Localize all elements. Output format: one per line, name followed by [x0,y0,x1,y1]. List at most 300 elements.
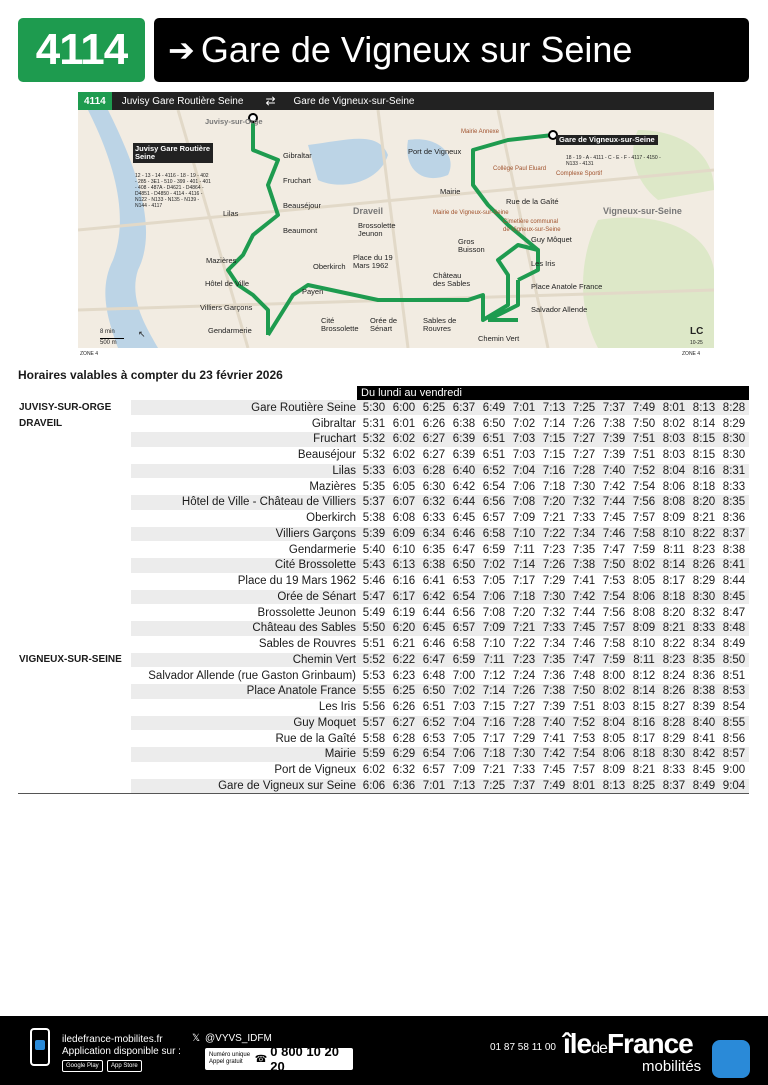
time-cell: 5:32 [359,447,389,463]
time-cell: 6:36 [389,778,419,794]
time-cell: 8:29 [719,416,749,432]
table-row [18,526,749,542]
table-row [18,715,749,731]
time-cell: 8:17 [659,573,689,589]
label-place-anatole-france: Place Anatole France [531,282,603,291]
time-cell: 8:06 [599,747,629,763]
time-cell: 6:58 [479,526,509,542]
time-cell: 8:33 [659,762,689,778]
time-cell: 8:45 [719,589,749,605]
time-cell: 8:15 [689,432,719,448]
time-cell: 8:04 [599,715,629,731]
time-cell: 6:19 [389,605,419,621]
table-row [18,684,749,700]
brand-part-2: de [591,1040,607,1057]
time-cell: 6:59 [449,652,479,668]
time-cell: 7:15 [539,432,569,448]
time-cell: 7:39 [539,699,569,715]
time-cell: 7:18 [539,479,569,495]
smartphone-icon [30,1028,50,1066]
time-cell: 8:04 [659,463,689,479]
table-row [18,463,749,479]
town-cell [18,542,131,558]
time-cell: 6:51 [419,699,449,715]
zone-right: ZONE 4 [682,351,701,357]
time-cell: 7:23 [539,542,569,558]
time-cell: 7:02 [509,416,539,432]
time-cell: 7:41 [569,573,599,589]
time-cell: 6:06 [359,778,389,794]
label-gare-vigneux: Gare de Vigneux-sur-Seine [556,135,658,145]
time-cell: 7:30 [539,589,569,605]
stop-name-cell: Orée de Sénart [131,589,359,605]
time-cell: 6:48 [419,668,449,684]
town-cell: JUVISY-SUR-ORGE [18,400,131,416]
table-row [18,432,749,448]
time-cell: 8:18 [659,589,689,605]
time-cell: 7:18 [479,747,509,763]
time-cell: 8:24 [659,668,689,684]
map-date: 10-25 [690,340,703,346]
stop-name-cell: Salvador Allende (rue Gaston Grinbaum) [131,668,359,684]
time-cell: 7:34 [539,636,569,652]
label-gibraltar: Gibraltar [283,151,312,160]
time-cell: 8:26 [659,684,689,700]
time-cell: 6:32 [389,762,419,778]
line-number-badge: 4114 [18,18,145,82]
time-cell: 8:15 [689,447,719,463]
time-cell: 6:22 [389,652,419,668]
time-cell: 6:07 [389,495,419,511]
time-cell: 6:27 [419,447,449,463]
time-cell: 7:40 [539,715,569,731]
time-cell: 8:33 [719,479,749,495]
time-cell: 7:02 [479,558,509,574]
app-available-text: Application disponible sur : [62,1046,181,1057]
number-label-2: Appel gratuit [209,1059,243,1065]
time-cell: 5:31 [359,416,389,432]
stop-name-cell: Mazières [131,479,359,495]
town-cell [18,778,131,794]
time-cell: 8:20 [659,605,689,621]
phone-icon: ☎ [254,1053,268,1065]
time-cell: 7:09 [509,510,539,526]
label-place-19-mars: Place du 19 Mars 1962 [353,253,393,270]
number-labels [205,1052,255,1066]
stop-name-cell: Gendarmerie [131,542,359,558]
table-row [18,416,749,432]
time-cell: 8:40 [689,715,719,731]
time-cell: 7:17 [479,731,509,747]
time-cell: 8:23 [689,542,719,558]
time-cell: 7:54 [569,747,599,763]
time-cell: 7:15 [539,447,569,463]
time-cell: 7:08 [479,605,509,621]
phone-number[interactable]: 01 87 58 11 00 [490,1042,556,1053]
number-label-1: Numéro unique [209,1052,251,1058]
table-row [18,621,749,637]
time-cell: 6:50 [419,684,449,700]
time-cell: 8:26 [689,558,719,574]
table-row [18,573,749,589]
time-cell: 6:54 [449,589,479,605]
time-cell: 8:12 [629,668,659,684]
time-cell: 6:13 [389,558,419,574]
time-cell: 5:52 [359,652,389,668]
time-cell: 8:36 [719,510,749,526]
town-cell [18,747,131,763]
label-sables-de-rouvres: Sables de Rouvres [423,316,457,333]
time-cell: 5:50 [359,621,389,637]
town-cell [18,447,131,463]
time-cell: 6:02 [389,447,419,463]
time-cell: 7:40 [599,463,629,479]
label-beausejour: Beauséjour [283,201,321,210]
table-row [18,479,749,495]
time-cell: 6:39 [449,447,479,463]
time-cell: 8:13 [599,778,629,794]
time-cell: 5:57 [359,715,389,731]
table-row [18,447,749,463]
time-cell: 7:41 [539,731,569,747]
time-cell: 7:39 [599,447,629,463]
time-cell: 7:06 [449,747,479,763]
days-header: Du lundi au vendredi [357,386,749,400]
map-header [78,92,714,110]
lake-2 [407,139,450,178]
time-cell: 5:47 [359,589,389,605]
label-payen: Payen [302,287,324,296]
time-cell: 7:34 [569,526,599,542]
time-cell: 8:27 [659,699,689,715]
time-cell: 7:36 [539,668,569,684]
time-cell: 7:47 [569,652,599,668]
time-cell: 7:58 [599,636,629,652]
time-cell: 7:29 [509,731,539,747]
time-cell: 7:04 [509,463,539,479]
time-cell: 7:03 [449,699,479,715]
stop-name-cell: Fruchart [131,432,359,448]
stop-name-cell: Lilas [131,463,359,479]
stop-name-cell: Guy Moquet [131,715,359,731]
stop-name-cell: Château des Sables [131,621,359,637]
time-cell: 7:49 [629,400,659,416]
time-cell: 7:20 [509,605,539,621]
time-cell: 8:22 [689,526,719,542]
town-cell [18,731,131,747]
time-cell: 8:11 [659,542,689,558]
time-cell: 8:37 [719,526,749,542]
time-cell: 7:11 [479,652,509,668]
time-cell: 7:44 [569,605,599,621]
time-cell: 7:25 [569,400,599,416]
time-cell: 8:29 [659,731,689,747]
x-social-icon: 𝕏 [192,1033,201,1044]
stop-name-cell: Gare Routière Seine [131,400,359,416]
time-cell: 5:53 [359,668,389,684]
stop-name-cell: Mairie [131,747,359,763]
stop-name-cell: Oberkirch [131,510,359,526]
time-cell: 8:33 [689,621,719,637]
time-cell: 7:05 [449,731,479,747]
time-cell: 6:56 [449,605,479,621]
time-cell: 6:01 [389,416,419,432]
time-cell: 8:10 [629,636,659,652]
label-chateau-des-sables: Château des Sables [433,271,471,288]
time-cell: 7:09 [449,762,479,778]
time-cell: 7:03 [509,447,539,463]
time-cell: 7:06 [479,589,509,605]
label-cite-brossolette: Cité Brossolette [321,316,359,333]
time-cell: 7:44 [599,495,629,511]
zone-left: ZONE 4 [80,351,99,357]
time-cell: 7:21 [509,621,539,637]
time-cell: 5:32 [359,432,389,448]
time-cell: 7:14 [539,416,569,432]
time-cell: 7:33 [509,762,539,778]
time-cell: 6:53 [419,731,449,747]
time-cell: 6:40 [449,463,479,479]
time-cell: 7:32 [539,605,569,621]
free-number-box [205,1044,353,1074]
time-cell: 7:54 [599,589,629,605]
time-cell: 8:08 [629,605,659,621]
time-cell: 7:46 [569,636,599,652]
idf-mobilites-logo [563,1028,693,1060]
time-cell: 7:38 [599,416,629,432]
time-cell: 8:18 [629,747,659,763]
label-hotel-de-ville: Hôtel de Ville [205,279,250,288]
time-cell: 6:35 [419,542,449,558]
time-cell: 8:02 [659,416,689,432]
time-cell: 8:34 [689,636,719,652]
time-cell: 8:30 [719,432,749,448]
website-link[interactable]: iledefrance-mobilites.fr [62,1034,163,1045]
time-cell: 8:22 [659,636,689,652]
time-cell: 8:14 [659,558,689,574]
time-cell: 7:33 [539,621,569,637]
time-cell: 6:44 [449,495,479,511]
time-cell: 8:30 [719,447,749,463]
time-cell: 7:57 [599,621,629,637]
time-cell: 6:29 [389,747,419,763]
time-cell: 7:58 [629,526,659,542]
time-cell: 8:42 [689,747,719,763]
town-cell [18,668,131,684]
time-cell: 7:26 [539,558,569,574]
stop-name-cell: Place Anatole France [131,684,359,700]
time-cell: 7:02 [449,684,479,700]
time-cell: 5:55 [359,684,389,700]
label-port-de-vigneux: Port de Vigneux [408,147,462,156]
time-cell: 6:37 [449,400,479,416]
time-cell: 8:44 [719,573,749,589]
time-cell: 7:57 [569,762,599,778]
label-chemin-vert: Chemin Vert [478,334,520,343]
town-cell: DRAVEIL [18,416,131,432]
idf-mobilites-sub: mobilités [642,1058,702,1075]
time-cell: 8:31 [719,463,749,479]
time-cell: 8:49 [689,778,719,794]
time-cell: 7:24 [509,668,539,684]
town-cell [18,715,131,731]
juvisy-connections: 12 - 13 - 14 - 4116 - 18 - 19 - 402 - 285 - 3E1 - 510 - 399 - 401 - 401 - 408 - 487A - D4621 - D4864 - D4851 - D4850 - 4114 - 4116 - N122 - N133 - N135 - N139 - N144 - 4117 [135,173,211,209]
place-complexe-sportif: Complexe Sportif [556,171,603,177]
destination-title: Gare de Vigneux sur Seine [200,29,633,70]
time-cell: 6:38 [419,558,449,574]
table-row [18,731,749,747]
time-cell: 7:38 [539,684,569,700]
time-cell: 6:45 [419,621,449,637]
time-cell: 7:53 [569,731,599,747]
time-cell: 8:21 [629,762,659,778]
time-cell: 8:14 [689,416,719,432]
label-guy-moquet: Guy Môquet [531,235,572,244]
map-to: Gare de Vigneux-sur-Seine [293,95,415,107]
validity-text: Horaires valables à compter du 23 février 2026 [18,368,283,382]
time-cell: 8:00 [599,668,629,684]
time-cell: 6:27 [389,715,419,731]
time-cell: 7:27 [569,447,599,463]
time-cell: 7:14 [479,684,509,700]
time-cell: 5:35 [359,479,389,495]
table-row [18,636,749,652]
time-cell: 6:47 [419,652,449,668]
time-cell: 6:49 [479,400,509,416]
town-cell [18,573,131,589]
time-cell: 7:17 [509,573,539,589]
free-phone-number[interactable]: 0 800 10 20 20 [270,1044,339,1074]
time-cell: 8:30 [659,747,689,763]
time-cell: 6:28 [419,463,449,479]
time-cell: 7:42 [539,747,569,763]
time-cell: 8:38 [719,542,749,558]
time-cell: 5:58 [359,731,389,747]
time-cell: 6:26 [419,416,449,432]
label-lilas: Lilas [223,209,239,218]
time-cell: 8:06 [659,479,689,495]
time-cell: 7:57 [629,510,659,526]
time-cell: 8:10 [659,526,689,542]
time-cell: 7:46 [599,526,629,542]
time-cell: 7:38 [569,558,599,574]
time-cell: 7:50 [599,558,629,574]
time-cell: 7:26 [509,684,539,700]
stop-name-cell: Gare de Vigneux sur Seine [131,778,359,794]
time-cell: 6:23 [389,668,419,684]
google-play-button[interactable]: Google Play [62,1060,103,1072]
place-mairie-vigneux: Mairie de Vigneux-sur-Seine [433,210,509,216]
town-cell [18,432,131,448]
time-cell: 6:46 [449,526,479,542]
time-cell: 7:29 [539,573,569,589]
time-cell: 8:30 [689,589,719,605]
time-cell: 7:50 [569,684,599,700]
stop-name-cell: Gibraltar [131,416,359,432]
time-cell: 6:27 [419,432,449,448]
time-cell: 6:16 [389,573,419,589]
time-cell: 6:52 [479,463,509,479]
time-cell: 7:21 [539,510,569,526]
time-cell: 8:11 [629,652,659,668]
stop-name-cell: Les Iris [131,699,359,715]
label-fruchart: Fruchart [283,176,311,185]
time-cell: 6:53 [449,573,479,589]
compass-icon: ↖ [138,329,146,339]
place-college: Collège Paul Eluard [493,166,547,172]
timetable [18,400,749,794]
time-cell: 7:45 [539,762,569,778]
label-mazieres: Mazières [206,256,237,265]
time-cell: 8:54 [719,699,749,715]
app-store-button[interactable]: App Store [107,1060,142,1072]
time-cell: 6:08 [389,510,419,526]
town-cell [18,636,131,652]
map-line-badge: 4114 [78,92,112,110]
time-cell: 8:32 [689,605,719,621]
walk-time: 8 min [100,329,115,335]
time-cell: 7:06 [509,479,539,495]
time-cell: 8:09 [599,762,629,778]
time-cell: 7:49 [539,778,569,794]
stop-name-cell: Place du 19 Mars 1962 [131,573,359,589]
time-cell: 6:44 [419,605,449,621]
route-map [78,110,714,348]
place-cimetiere: Cimetière communal de Vigneux-sur-Seine [503,219,561,233]
stop-name-cell: Brossolette Jeunon [131,605,359,621]
time-cell: 8:20 [689,495,719,511]
time-cell: 5:38 [359,510,389,526]
time-cell: 8:53 [719,684,749,700]
time-cell: 5:40 [359,542,389,558]
time-cell: 6:58 [449,636,479,652]
time-cell: 6:21 [389,636,419,652]
time-cell: 7:10 [479,636,509,652]
table-row [18,510,749,526]
time-cell: 7:15 [479,699,509,715]
label-villiers-garcons: Villiers Garçons [200,303,253,312]
time-cell: 7:28 [509,715,539,731]
time-cell: 6:25 [419,400,449,416]
time-cell: 7:28 [569,463,599,479]
time-cell: 7:35 [569,542,599,558]
time-cell: 7:05 [479,573,509,589]
time-cell: 7:51 [629,432,659,448]
time-cell: 6:59 [479,542,509,558]
time-cell: 5:46 [359,573,389,589]
arrow-right-icon: ➔ [168,32,195,68]
brand-mark: LC [690,326,704,337]
time-cell: 6:39 [449,432,479,448]
time-cell: 7:21 [479,762,509,778]
town-juvisy: Juvisy-sur-Orge [205,117,263,126]
time-cell: 7:47 [599,542,629,558]
time-cell: 8:16 [629,715,659,731]
time-cell: 8:08 [659,495,689,511]
time-cell: 6:02 [359,762,389,778]
time-cell: 8:25 [629,778,659,794]
time-cell: 8:55 [719,715,749,731]
place-mairie-annexe: Mairie Annexe [461,129,500,135]
idf-person-icon [712,1040,750,1078]
time-cell: 8:57 [719,747,749,763]
time-cell: 8:51 [719,668,749,684]
social-handle[interactable]: @VYVS_IDFM [205,1033,272,1044]
time-cell: 6:50 [479,416,509,432]
stop-name-cell: Sables de Rouvres [131,636,359,652]
time-cell: 8:28 [659,715,689,731]
time-cell: 7:33 [569,510,599,526]
